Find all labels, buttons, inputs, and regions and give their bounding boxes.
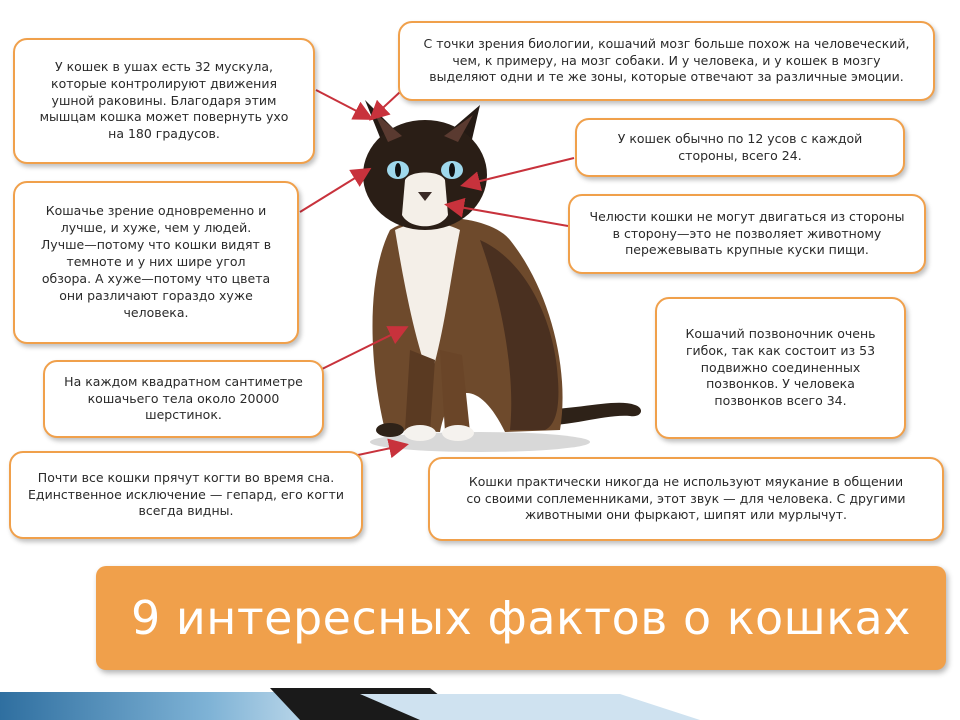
fact-text: Почти все кошки прячут когти во время сна. Единственное исключение — гепард, его когти всегда видны. — [28, 469, 344, 519]
fact-claws — [9, 451, 363, 539]
fact-jaws — [568, 194, 926, 274]
fact-text: У кошек в ушах есть 32 мускула, которые контролируют движения ушной раковины. Благодаря этим мышцам кошка может повернуть ухо на 180 градусов. — [39, 58, 289, 142]
decorative-strip — [0, 684, 960, 720]
fact-text: Кошачий позвоночник очень гибок, так как состоит из 53 подвижно соединенных позвонков. У человека позвонков всего 34. — [685, 325, 876, 409]
fact-meowing — [428, 457, 944, 541]
fact-text: На каждом квадратном сантиметре кошачьего тела около 20000 шерстинок. — [64, 373, 303, 423]
fact-vision — [13, 181, 299, 344]
fact-text: У кошек обычно по 12 усов с каждой стороны, всего 24. — [617, 130, 863, 163]
fact-text: Кошачье зрение одновременно и лучше, и хуже, чем у людей. Лучше—потому что кошки видят в темноте и у них шире угол обзора. А хуже—потому что цвета они различают гораздо хуже человека. — [40, 203, 272, 320]
fact-fur — [43, 360, 324, 438]
fact-whiskers — [575, 118, 905, 177]
page-title: 9 интересных фактов о кошках — [131, 591, 911, 645]
fact-text: С точки зрения биологии, кошачий мозг больше похож на человеческий, чем, к примеру, на мозг собаки. И у человека, и у кошек в мозгу выделяют одни и те же зоны, которые отвечают за различные эмоции. — [423, 35, 910, 85]
fact-text: Челюсти кошки не могут двигаться из стороны в сторону—это не позволяет животному пережевывать крупные куски пищи. — [589, 208, 905, 258]
fact-text: Кошки практически никогда не используют мяукание в общении со своими соплеменниками, этот звук — для человека. С другими животными они фыркают, шипят или мурлычут. — [466, 473, 906, 523]
fact-ear-muscles — [13, 38, 315, 164]
fact-brain — [398, 21, 935, 101]
fact-spine — [655, 297, 906, 439]
title-banner — [96, 566, 946, 670]
